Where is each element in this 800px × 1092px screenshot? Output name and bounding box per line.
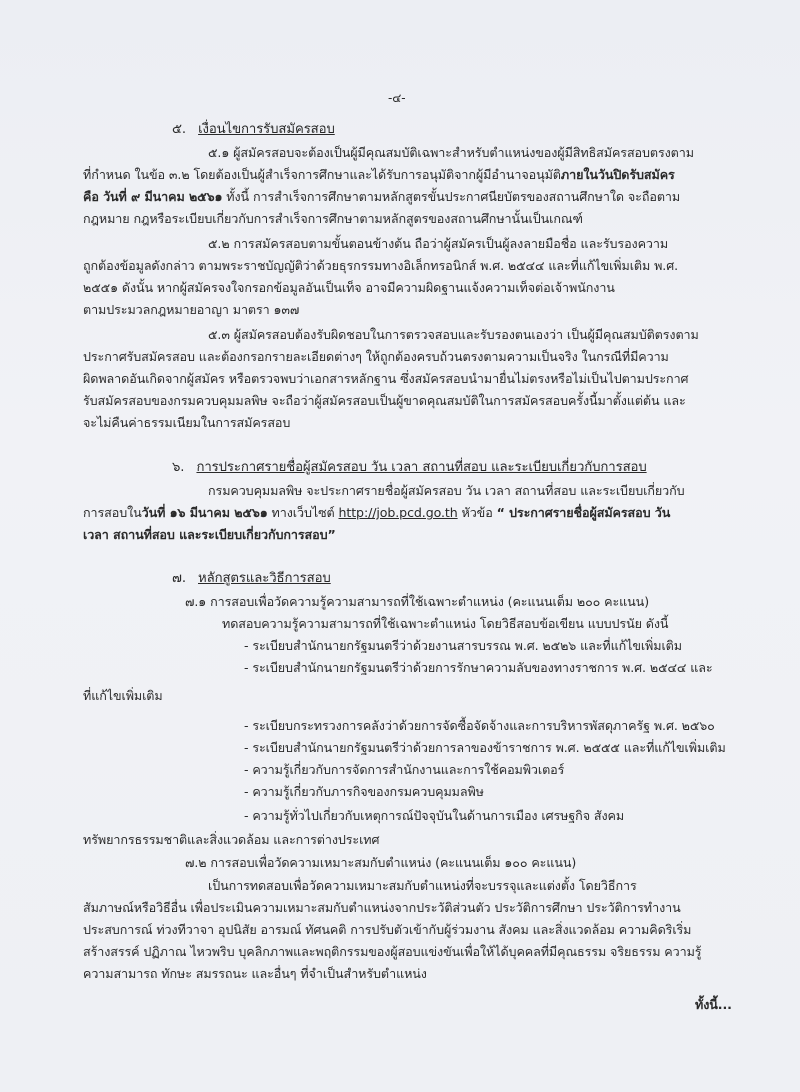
topic-title-part-2: เวลา สถานที่สอบ และระเบียบเกี่ยวกับการสอบ” [83, 527, 336, 542]
section-6-line-1: กรมควบคุมมลพิษ จะประกาศรายชื่อผู้สมัครสอบ วัน เวลา สถานที่สอบ และระเบียบเกี่ยวกับ [208, 483, 685, 498]
para-5-2-line-2: ถูกต้องข้อมูลดังกล่าว ตามพระราชบัญญัติว่าด้วยธุรกรรมทางอิเล็กทรอนิกส์ พ.ศ. ๒๕๔๔ และที่แก้ไขเพิ่มเติม พ.ศ. [83, 258, 679, 273]
para-5-1-line-2: ที่กำหนด ในข้อ ๓.๒ โดยต้องเป็นผู้สำเร็จการศึกษาและได้รับการอนุมัติจากผู้มีอำนาจอนุมัติภายในวันปิดรับสมัคร [83, 167, 675, 182]
section-6-heading [172, 460, 647, 476]
section-5-title: เงื่อนไขการรับสมัครสอบ [198, 122, 335, 137]
section-6-title: การประกาศรายชื่อผู้สมัครสอบ วัน เวลา สถานที่สอบ และระเบียบเกี่ยวกับการสอบ [196, 460, 647, 475]
para-5-1-line-3: คือ วันที่ ๙ มีนาคม ๒๕๖๑ ทั้งนี้ การสำเร็จการศึกษาตามหลักสูตรขั้นประกาศนียบัตรของสถานศึกษาใด จะถือตาม [83, 189, 681, 204]
para-5-3-line-5: จะไม่คืนค่าธรรมเนียมในการสมัครสอบ [83, 415, 291, 430]
topic-item: - ความรู้เกี่ยวกับการจัดการสำนักงานและการใช้คอมพิวเตอร์ [244, 762, 565, 777]
para-5-1-line-1: ๕.๑ ผู้สมัครสอบจะต้องเป็นผู้มีคุณสมบัติเฉพาะสำหรับตำแหน่งของผู้มีสิทธิสมัครสอบตรงตาม [208, 145, 694, 160]
topic-item-continuation: ทรัพยากรธรรมชาติและสิ่งแวดล้อม และการต่างประเทศ [83, 832, 380, 847]
section-7-heading [172, 571, 331, 587]
para-7-2-line-3: สัมภาษณ์หรือวิธีอื่น เพื่อประเมินความเหมาะสมกับตำแหน่งจากประวัติส่วนตัว ประวัติการศึกษา ประวัติการทำงาน [83, 900, 681, 915]
para-7-2-line-6: ความสามารถ ทักษะ สมรรถนะ และอื่นๆ ที่จำเป็นสำหรับตำแหน่ง [83, 966, 427, 981]
para-5-2-line-3: ๒๕๕๑ ดังนั้น หากผู้สมัครจงใจกรอกข้อมูลอันเป็นเท็จ อาจมีความผิดฐานแจ้งความเท็จต่อเจ้าพนักงาน [83, 280, 615, 295]
topic-item: - ระเบียบกระทรวงการคลังว่าด้วยการจัดซื้อจัดจ้างและการบริหารพัสดุภาครัฐ พ.ศ. ๒๕๖๐ [244, 718, 715, 733]
para-7-2-line-4: ประสบการณ์ ท่วงทีวาจา อุปนิสัย อารมณ์ ทัศนคติ การปรับตัวเข้ากับผู้ร่วมงาน สังคม และสิ่งแวดล้อม ความคิดริเริ่ม [83, 922, 692, 937]
para-5-2-line-4: ตามประมวลกฎหมายอาญา มาตรา ๑๓๗ [83, 302, 300, 317]
para-5-1-line-4: กฎหมาย กฎหรือระเบียบเกี่ยวกับการสำเร็จการศึกษาตามหลักสูตรของสถานศึกษานั้นเป็นเกณฑ์ [83, 211, 583, 226]
topic-item: - ความรู้เกี่ยวกับภารกิจของกรมควบคุมมลพิษ [244, 784, 484, 799]
para-7-1-line-1: ๗.๑ การสอบเพื่อวัดความรู้ความสามารถที่ใช้เฉพาะตำแหน่ง (คะแนนเต็ม ๒๐๐ คะแนน) [185, 594, 650, 609]
section-7-number: ๗. [172, 571, 186, 586]
section-6-line-2: การสอบในวันที่ ๑๖ มีนาคม ๒๕๖๑ ทางเว็บไซต์ http://job.pcd.go.th หัวข้อ “ ประกาศรายชื่อผู้สมัครสอบ วัน [83, 505, 671, 520]
section-6-number: ๖. [172, 460, 185, 475]
para-7-2-line-1: ๗.๒ การสอบเพื่อวัดความเหมาะสมกับตำแหน่ง (คะแนนเต็ม ๑๐๐ คะแนน) [185, 855, 577, 870]
para-5-3-line-3: ผิดพลาดอันเกิดจากผู้สมัคร หรือตรวจพบว่าเอกสารหลักฐาน ซึ่งสมัครสอบนำมายื่นไม่ตรงหรือไม่เป็นไปตามประกาศ [83, 371, 689, 386]
topic-item: - ความรู้ทั่วไปเกี่ยวกับเหตุการณ์ปัจจุบันในด้านการเมือง เศรษฐกิจ สังคม [244, 808, 625, 823]
para-5-3-line-4: รับสมัครสอบของกรมควบคุมมลพิษ จะถือว่าผู้สมัครสอบเป็นผู้ขาดคุณสมบัติในการสมัครสอบครั้งนี้มาตั้งแต่ต้น และ [83, 393, 686, 408]
website-link[interactable]: http://job.pcd.go.th [338, 505, 458, 520]
topic-item: - ระเบียบสำนักนายกรัฐมนตรีว่าด้วยงานสารบรรณ พ.ศ. ๒๕๒๖ และที่แก้ไขเพิ่มเติม [244, 638, 682, 653]
para-7-1-line-2: ทดสอบความรู้ความสามารถที่ใช้เฉพาะตำแหน่ง โดยวิธีสอบข้อเขียน แบบปรนัย ดังนี้ [222, 616, 669, 631]
page-number: -๔- [388, 91, 406, 105]
announcement-date: วันที่ ๑๖ มีนาคม ๒๕๖๑ [141, 505, 268, 520]
para-7-2-line-5: สร้างสรรค์ ปฏิภาณ ไหวพริบ บุคลิกภาพและพฤติกรรมของผู้สอบแข่งขันเพื่อให้ได้บุคคลที่มีคุณธรรม จริยธรรม ความรู้ [83, 944, 702, 959]
section-7-title: หลักสูตรและวิธีการสอบ [198, 571, 331, 586]
section-5-number: ๕. [172, 122, 186, 137]
para-5-2-line-1: ๕.๒ การสมัครสอบตามขั้นตอนข้างต้น ถือว่าผู้สมัครเป็นผู้ลงลายมือชื่อ และรับรองความ [208, 236, 669, 251]
section-5-heading [172, 122, 335, 138]
topic-item: - ระเบียบสำนักนายกรัฐมนตรีว่าด้วยการรักษาความลับของทางราชการ พ.ศ. ๒๕๔๔ และ [244, 660, 713, 675]
para-7-2-line-2: เป็นการทดสอบเพื่อวัดความเหมาะสมกับตำแหน่งที่จะบรรจุและแต่งตั้ง โดยวิธีการ [208, 878, 637, 893]
closing-date-emphasis: ภายในวันปิดรับสมัคร [560, 167, 675, 182]
para-5-3-line-2: ประกาศรับสมัครสอบ และต้องกรอกรายละเอียดต่างๆ ให้ถูกต้องครบถ้วนตรงตามความเป็นจริง ในกรณีที่มีความ [83, 349, 669, 364]
continuation-marker: ทั้งนี้... [695, 997, 732, 1012]
para-5-3-line-1: ๕.๓ ผู้สมัครสอบต้องรับผิดชอบในการตรวจสอบและรับรองตนเองว่า เป็นผู้มีคุณสมบัติตรงตาม [208, 327, 699, 342]
closing-date: คือ วันที่ ๙ มีนาคม ๒๕๖๑ [83, 189, 223, 204]
topic-title-part-1: “ ประกาศรายชื่อผู้สมัครสอบ วัน [496, 505, 671, 520]
topic-item: - ระเบียบสำนักนายกรัฐมนตรีว่าด้วยการลาของข้าราชการ พ.ศ. ๒๕๕๕ และที่แก้ไขเพิ่มเติม [244, 740, 726, 755]
topic-item-continuation: ที่แก้ไขเพิ่มเติม [83, 688, 163, 703]
